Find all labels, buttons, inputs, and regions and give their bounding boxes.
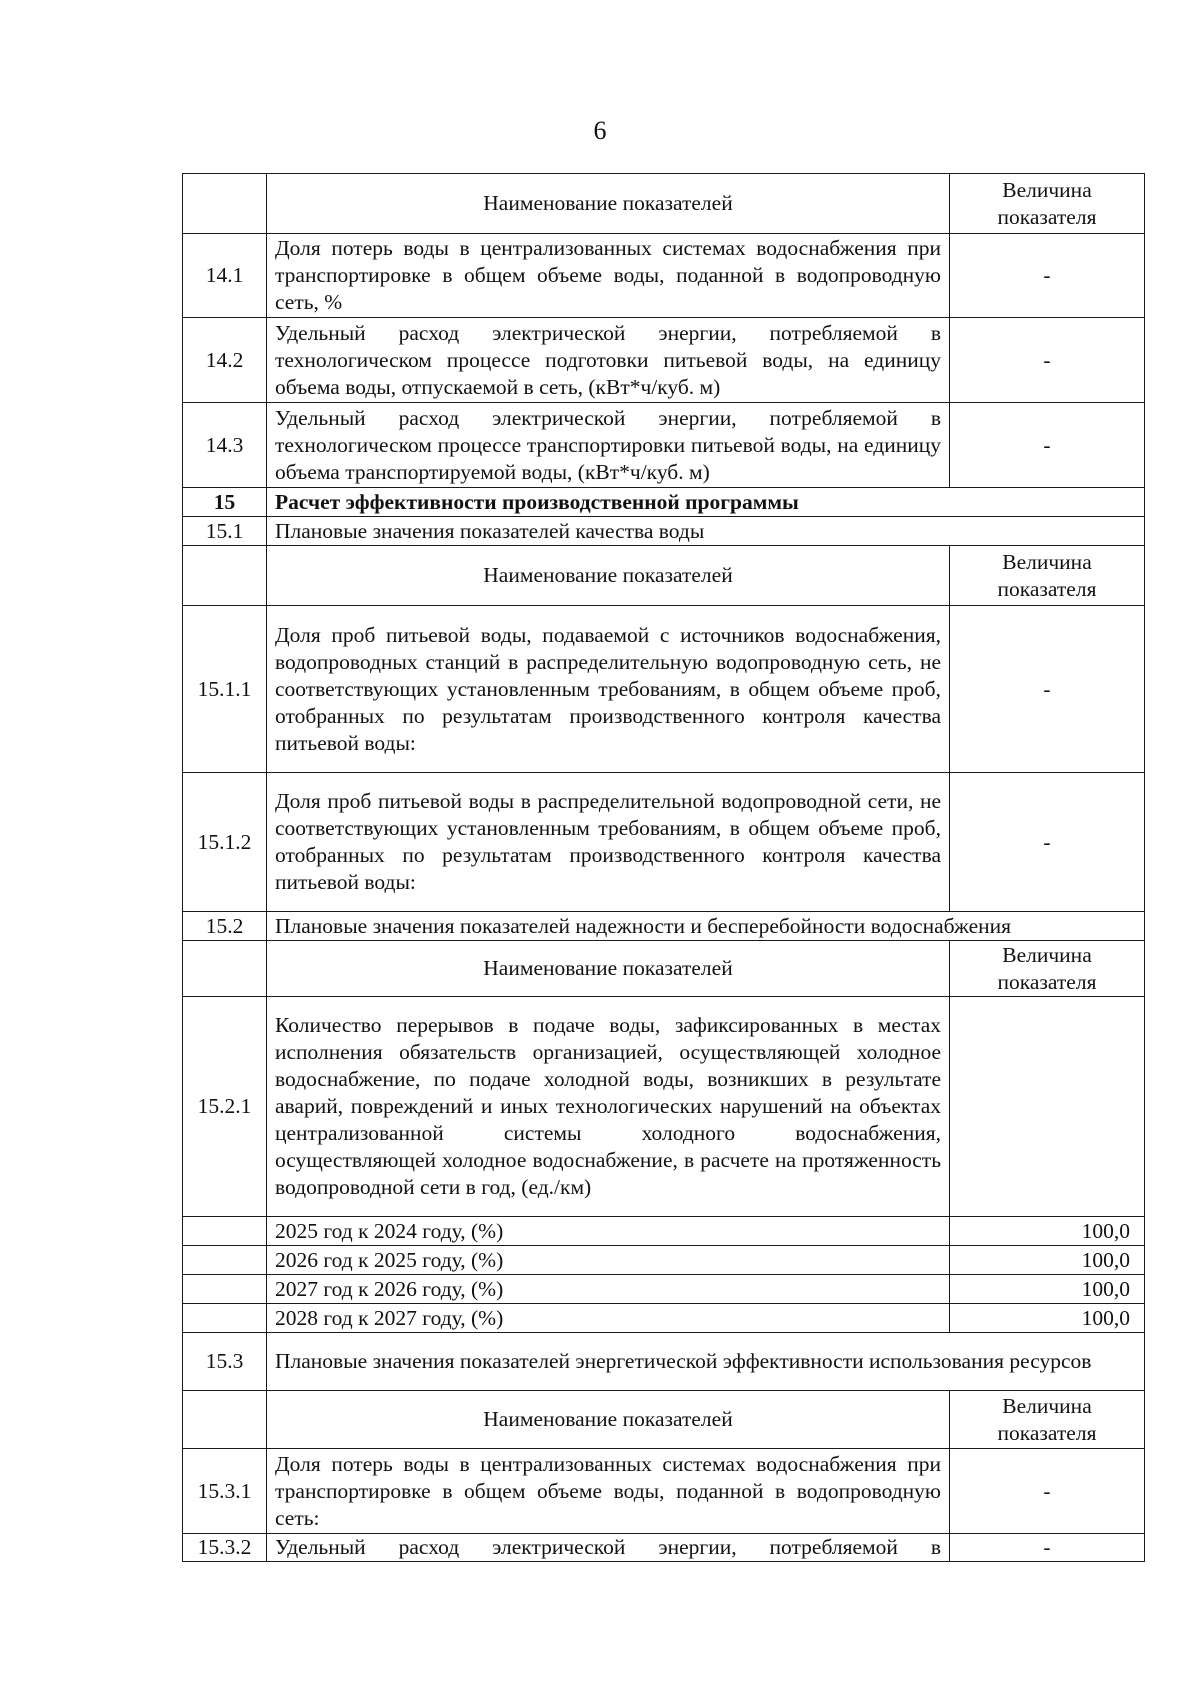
row-description: Удельный расход электрической энергии, потребляемой в	[267, 1534, 950, 1562]
year-row	[183, 1304, 1145, 1333]
row-number: 15.3.1	[183, 1449, 267, 1534]
section-number: 15.1	[183, 517, 267, 546]
year-num-cell	[183, 1246, 267, 1275]
year-value: 100,0	[950, 1246, 1145, 1275]
header-value-cell: Величина показателя	[950, 1391, 1145, 1449]
row-number: 15.3.2	[183, 1534, 267, 1562]
table-row	[183, 318, 1145, 403]
header-name-cell: Наименование показателей	[267, 174, 950, 234]
row-description: Доля потерь воды в централизованных системах водоснабжения при транспортировке в общем объеме воды, поданной в водопроводную сеть:	[267, 1449, 950, 1534]
page-number: 6	[593, 116, 607, 145]
table-header-row	[183, 174, 1145, 234]
year-label: 2025 год к 2024 году, (%)	[267, 1217, 950, 1246]
table-header-row	[183, 941, 1145, 997]
table-row	[183, 997, 1145, 1217]
year-num-cell	[183, 1217, 267, 1246]
header-num-cell	[183, 174, 267, 234]
section-number: 15	[183, 488, 267, 517]
indicators-table	[182, 173, 1145, 1562]
row-value: -	[950, 1534, 1145, 1562]
section-title: Расчет эффективности производственной программы	[267, 488, 1145, 517]
section-row	[183, 1333, 1145, 1391]
table-row	[183, 773, 1145, 912]
row-number: 14.1	[183, 234, 267, 318]
row-value	[950, 997, 1145, 1217]
section-row	[183, 488, 1145, 517]
table-row	[183, 606, 1145, 773]
row-number: 14.2	[183, 318, 267, 403]
row-description: Доля проб питьевой воды в распределительной водопроводной сети, не соответствующих установленным требованиям, в общем объеме проб, отобранных по результатам производственного контроля качества питьевой воды:	[267, 773, 950, 912]
header-num-cell	[183, 941, 267, 997]
row-description: Количество перерывов в подаче воды, зафиксированных в местах исполнения обязательств организацией, осуществляющей холодное водоснабжение, по подаче холодной воды, возникших в результате аварий, повреждений и иных технологических нарушений на объектах централизованной системы холодного водоснабжения, осуществляющей холодное водоснабжение, в расчете на протяженность водопроводной сети в год, (ед./км)	[267, 997, 950, 1217]
header-value-cell: Величина показателя	[950, 174, 1145, 234]
row-value: -	[950, 1449, 1145, 1534]
row-value: -	[950, 606, 1145, 773]
section-title: Плановые значения показателей качества воды	[267, 517, 1145, 546]
row-value: -	[950, 403, 1145, 488]
header-num-cell	[183, 1391, 267, 1449]
section-title: Плановые значения показателей надежности и бесперебойности водоснабжения	[267, 912, 1145, 941]
table-row	[183, 1534, 1145, 1562]
row-number: 15.1.2	[183, 773, 267, 912]
year-row	[183, 1246, 1145, 1275]
section-row	[183, 517, 1145, 546]
section-title: Плановые значения показателей энергетической эффективности использования ресурсов	[267, 1333, 1145, 1391]
row-number: 15.1.1	[183, 606, 267, 773]
year-value: 100,0	[950, 1304, 1145, 1333]
section-number: 15.3	[183, 1333, 267, 1391]
row-value: -	[950, 773, 1145, 912]
row-description: Доля потерь воды в централизованных системах водоснабжения при транспортировке в общем объеме воды, поданной в водопроводную сеть, %	[267, 234, 950, 318]
header-value-cell: Величина показателя	[950, 941, 1145, 997]
row-value: -	[950, 234, 1145, 318]
header-name-cell: Наименование показателей	[267, 1391, 950, 1449]
year-label: 2028 год к 2027 году, (%)	[267, 1304, 950, 1333]
year-row	[183, 1275, 1145, 1304]
section-number: 15.2	[183, 912, 267, 941]
year-value: 100,0	[950, 1217, 1145, 1246]
year-num-cell	[183, 1304, 267, 1333]
row-number: 15.2.1	[183, 997, 267, 1217]
row-description: Удельный расход электрической энергии, потребляемой в технологическом процессе подготовки питьевой воды, на единицу объема воды, отпускаемой в сеть, (кВт*ч/куб. м)	[267, 318, 950, 403]
header-num-cell	[183, 546, 267, 606]
table-header-row	[183, 1391, 1145, 1449]
header-name-cell: Наименование показателей	[267, 941, 950, 997]
row-description: Доля проб питьевой воды, подаваемой с источников водоснабжения, водопроводных станций в распределительную водопроводную сеть, не соответствующих установленным требованиям, в общем объеме проб, отобранных по результатам производственного контроля качества питьевой воды:	[267, 606, 950, 773]
year-value: 100,0	[950, 1275, 1145, 1304]
table-row	[183, 1449, 1145, 1534]
header-name-cell: Наименование показателей	[267, 546, 950, 606]
year-row	[183, 1217, 1145, 1246]
year-num-cell	[183, 1275, 267, 1304]
row-number: 14.3	[183, 403, 267, 488]
header-value-cell: Величина показателя	[950, 546, 1145, 606]
table-header-row	[183, 546, 1145, 606]
row-description: Удельный расход электрической энергии, потребляемой в технологическом процессе транспортировки питьевой воды, на единицу объема транспортируемой воды, (кВт*ч/куб. м)	[267, 403, 950, 488]
table-row	[183, 234, 1145, 318]
row-value: -	[950, 318, 1145, 403]
section-row	[183, 912, 1145, 941]
year-label: 2027 год к 2026 году, (%)	[267, 1275, 950, 1304]
table-row	[183, 403, 1145, 488]
year-label: 2026 год к 2025 году, (%)	[267, 1246, 950, 1275]
